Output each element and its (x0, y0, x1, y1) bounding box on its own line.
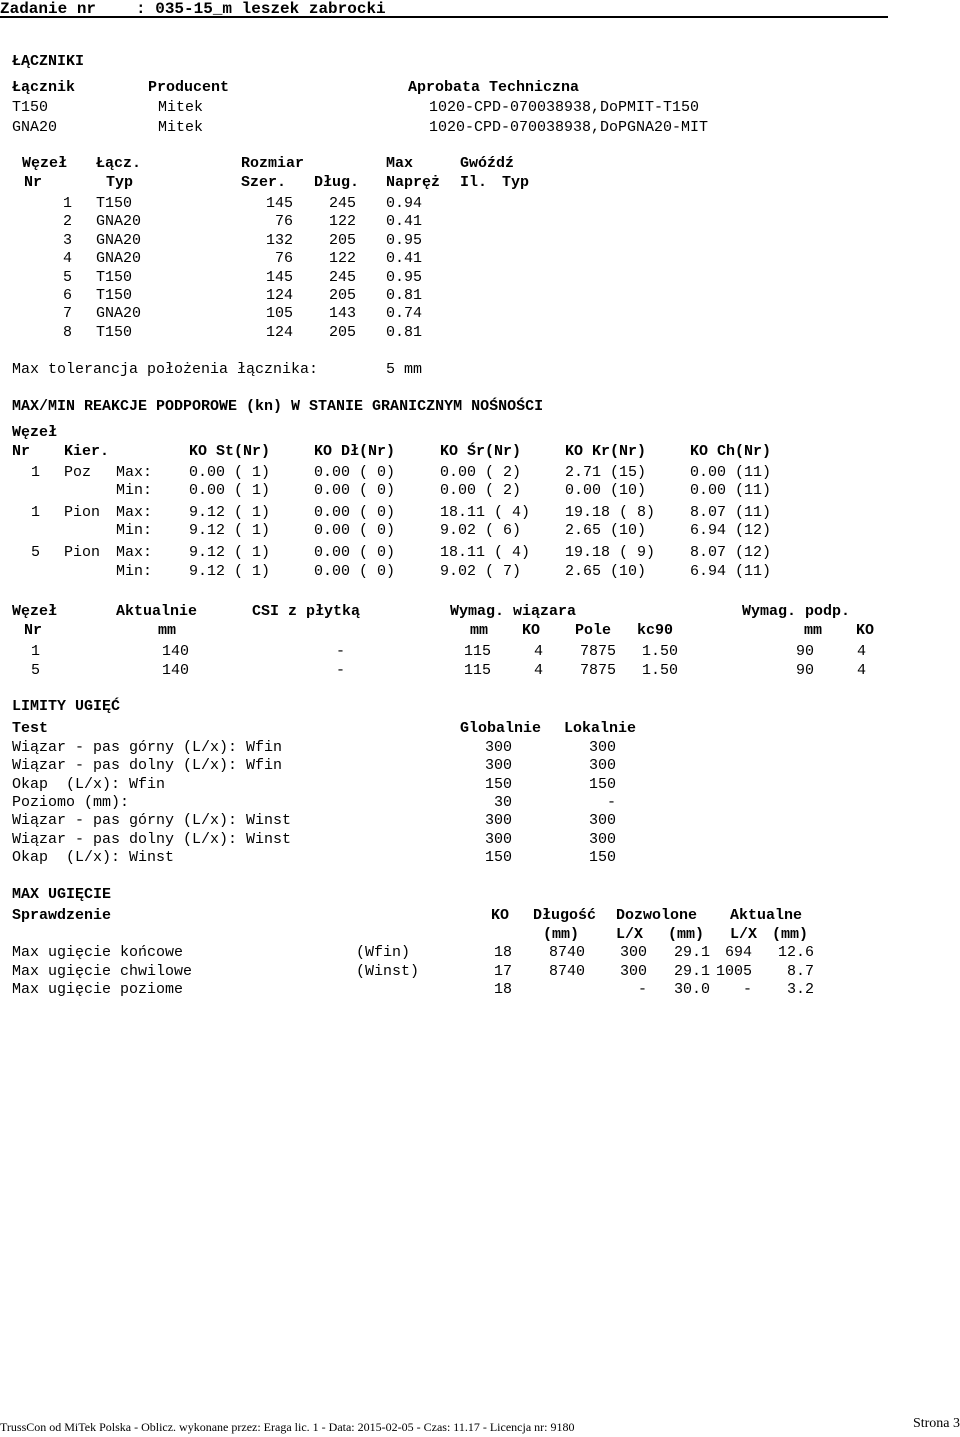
col-actual-mm: mm (158, 622, 177, 639)
ko-sr: 9.02 ( 7) (440, 563, 522, 580)
length: 143 (328, 305, 356, 323)
deflections-header-row-1 (12, 907, 912, 925)
reaction-row (12, 482, 912, 500)
connector-type: GNA20 (96, 250, 142, 268)
max-stress: 0.95 (386, 231, 423, 249)
node-nr: 1 (30, 464, 40, 481)
tolerance-label: Max tolerancja położenia łącznika: (12, 361, 319, 378)
col-global: Globalnie (460, 720, 542, 737)
actual-mm: 8.7 (786, 962, 814, 980)
ko-ch: 0.00 (11) (690, 464, 772, 481)
ko-ch: 0.00 (11) (690, 482, 772, 499)
width: 124 (265, 287, 293, 304)
col-truss-req: Wymag. wiązara (450, 603, 577, 620)
ko-ch: 8.07 (11) (690, 504, 772, 521)
tolerance-line (12, 361, 912, 379)
deflection-row (12, 963, 912, 981)
local-value: 300 (588, 812, 616, 830)
col-nail-type: Typ (502, 174, 530, 191)
deflections-header-row-2 (12, 926, 912, 944)
load-case: (Wfin) (356, 944, 411, 961)
ko-kr: 2.71 (15) (565, 464, 647, 481)
col-nr: Nr (24, 174, 43, 191)
length-mm: 8740 (548, 962, 585, 980)
reactions-header-row (12, 443, 912, 461)
approval: 1020-CPD-070038938,DoPGNA20-MIT (429, 119, 709, 136)
test-name: Okap (L/x): Wfin (12, 775, 166, 793)
col-ko-st: KO St(Nr) (189, 443, 271, 460)
col-approval: Aprobata Techniczna (408, 79, 580, 96)
check-name: Max ugięcie chwilowe (12, 962, 193, 980)
allowed-mm: 29.1 (673, 944, 710, 961)
kc90: 1.50 (641, 643, 678, 660)
direction: Pion (64, 544, 101, 561)
width: 76 (274, 250, 293, 268)
node-nr: 2 (62, 213, 72, 231)
node-nr: 5 (62, 268, 72, 286)
col-conn: Łącz. (96, 155, 142, 172)
limits-title: LIMITY UGIĘĆ (12, 698, 121, 715)
sup-ko: 4 (856, 643, 866, 660)
width: 76 (274, 213, 293, 231)
max-min: Min: (116, 482, 153, 499)
connector-type: GNA20 (96, 213, 142, 231)
reactions-title: MAX/MIN REAKCJE PODPOROWE (kn) W STANIE GRANICZNYM NOŚNOŚCI (12, 398, 544, 415)
limit-row (12, 794, 912, 812)
col-check: Sprawdzenie (12, 907, 112, 924)
job-value: : 035-15_m leszek zabrocki (136, 0, 386, 18)
limit-row (12, 831, 912, 849)
csi: - (335, 661, 345, 679)
col-req-mm: mm (470, 622, 489, 639)
deflections-title: MAX UGIĘCIE (12, 886, 112, 903)
req-ko: 4 (533, 661, 543, 679)
limit-row (12, 849, 912, 867)
reaction-row (12, 544, 912, 562)
allowed-mm: 29.1 (673, 962, 710, 980)
deflection-row (12, 981, 912, 999)
allowed-lx: - (637, 981, 647, 999)
reaction-row (12, 522, 912, 540)
col-node: Węzeł (22, 155, 68, 172)
reaction-row (12, 464, 912, 482)
sup-ko: 4 (856, 661, 866, 679)
node-nr: 1 (30, 504, 40, 521)
node-nr: 1 (30, 643, 40, 660)
connector-row (12, 119, 912, 137)
node-nr: 5 (30, 544, 40, 561)
node-nr: 7 (62, 305, 72, 323)
ko-kr: 19.18 ( 8) (565, 504, 656, 521)
actual-lx: 694 (724, 944, 752, 961)
length: 245 (328, 268, 356, 286)
ko-kr: 2.65 (10) (565, 522, 647, 539)
col-width: Szer. (241, 174, 287, 191)
node-row (12, 232, 912, 250)
ko-sr: 9.02 ( 6) (440, 522, 522, 539)
bearing-row (12, 643, 912, 661)
bearing-header-row-1 (12, 603, 912, 621)
limit-row (12, 812, 912, 830)
limit-row (12, 776, 912, 794)
col-length: Długość (533, 907, 597, 924)
req-ko: 4 (533, 643, 543, 660)
max-min: Min: (116, 563, 153, 580)
col-local: Lokalnie (564, 720, 637, 737)
col-length-unit: (mm) (543, 926, 580, 943)
col-actual-mm: (mm) (772, 926, 809, 943)
ko-st: 0.00 ( 1) (189, 464, 271, 481)
ko-sr: 18.11 ( 4) (440, 544, 531, 561)
width: 145 (265, 268, 293, 286)
ko-dl: 0.00 ( 0) (314, 482, 396, 499)
connectors-header-row (12, 79, 912, 97)
reaction-row (12, 504, 912, 522)
col-ko-sr: KO Śr(Nr) (440, 443, 522, 460)
length: 205 (328, 231, 356, 249)
footer-text: TrussCon od MiTek Polska - Oblicz. wykonane przez: Eraga lic. 1 - Data: 2015-02-05 - Czas: 11.17 - Licencja nr: 9180 (0, 1420, 575, 1434)
col-allowed-mm: (mm) (668, 926, 705, 943)
local-value: - (606, 793, 616, 811)
col-max: Max (386, 155, 414, 172)
test-name: Wiązar - pas górny (L/x): Wfin (12, 739, 283, 756)
max-min: Max: (116, 464, 153, 481)
node-row (12, 269, 912, 287)
connector-type: T150 (12, 99, 49, 116)
node-nr: 4 (62, 250, 72, 268)
connector-type: T150 (96, 195, 133, 212)
max-stress: 0.41 (386, 213, 423, 231)
local-value: 150 (588, 775, 616, 793)
col-node: Węzeł (12, 603, 58, 620)
col-ko-kr: KO Kr(Nr) (565, 443, 647, 460)
actual-lx: 1005 (715, 962, 752, 980)
job-label: Zadanie nr (0, 0, 97, 18)
node-row (12, 250, 912, 268)
col-type: Typ (106, 174, 134, 191)
direction: Poz (64, 464, 92, 481)
max-stress: 0.74 (386, 305, 423, 323)
area: 7875 (579, 643, 616, 660)
test-name: Poziomo (mm): (12, 793, 130, 811)
ko-dl: 0.00 ( 0) (314, 504, 396, 521)
producer: Mitek (158, 99, 204, 116)
col-size: Rozmiar (241, 155, 305, 172)
check-name: Max ugięcie końcowe (12, 944, 184, 961)
global-value: 150 (484, 775, 512, 793)
limits-header-row (12, 720, 912, 738)
producer: Mitek (158, 119, 204, 136)
col-kc90: kc90 (637, 622, 674, 639)
ko-kr: 2.65 (10) (565, 563, 647, 580)
connectors-title: ŁĄCZNIKI (12, 53, 85, 70)
ko-ch: 6.94 (11) (690, 563, 772, 580)
bearing-row (12, 662, 912, 680)
local-value: 300 (588, 757, 616, 775)
bearing-header-row-2 (12, 622, 912, 640)
global-value: 300 (484, 739, 512, 756)
local-value: 300 (588, 739, 616, 756)
global-value: 30 (493, 793, 512, 811)
sup-mm: 90 (795, 661, 814, 679)
ko-st: 9.12 ( 1) (189, 522, 271, 539)
actual-lx: - (742, 981, 752, 999)
ko-sr: 18.11 ( 4) (440, 504, 531, 521)
ko-sr: 0.00 ( 2) (440, 464, 522, 481)
kc90: 1.50 (641, 661, 678, 679)
local-value: 150 (588, 848, 616, 866)
col-sup-mm: mm (804, 622, 823, 639)
col-producer: Producent (148, 79, 230, 96)
connector-type: GNA20 (96, 305, 142, 323)
node-row (12, 324, 912, 342)
col-nail-count: Il. (460, 174, 488, 191)
actual-mm: 140 (161, 643, 189, 660)
ko-ch: 8.07 (12) (690, 544, 772, 561)
ko-sr: 0.00 ( 2) (440, 482, 522, 499)
limit-row (12, 757, 912, 775)
node-nr: 5 (30, 661, 40, 679)
max-min: Max: (116, 504, 153, 521)
col-ko-dl: KO Dł(Nr) (314, 443, 396, 460)
col-csi: CSI z płytką (252, 603, 361, 620)
col-actual: Aktualne (730, 907, 803, 924)
width: 105 (265, 305, 293, 323)
col-length: Dług. (314, 174, 360, 191)
test-name: Okap (L/x): Winst (12, 848, 175, 866)
col-stress: Napręż (386, 174, 441, 191)
length: 122 (328, 213, 356, 231)
nodes-header-row-2 (12, 174, 912, 192)
area: 7875 (579, 661, 616, 679)
global-value: 300 (484, 812, 512, 830)
length: 122 (328, 250, 356, 268)
ko-kr: 0.00 (10) (565, 482, 647, 499)
node-row (12, 287, 912, 305)
ko-dl: 0.00 ( 0) (314, 563, 396, 580)
length: 205 (328, 323, 356, 341)
col-support-req: Wymag. podp. (742, 603, 851, 620)
global-value: 300 (484, 830, 512, 848)
test-name: Wiązar - pas dolny (L/x): Wfin (12, 757, 283, 775)
load-case: (Winst) (356, 962, 420, 980)
width: 124 (265, 323, 293, 341)
max-stress: 0.95 (386, 268, 423, 286)
connector-type: GNA20 (12, 119, 58, 136)
col-nail: Gwóźdź (460, 155, 515, 172)
ko-dl: 0.00 ( 0) (314, 522, 396, 539)
node-nr: 6 (62, 287, 72, 304)
col-connector: Łącznik (12, 79, 76, 96)
length: 205 (328, 287, 356, 304)
col-nr: Nr (24, 622, 43, 639)
nodes-header-row-1 (12, 155, 912, 173)
width: 132 (265, 231, 293, 249)
col-req-ko: KO (522, 622, 541, 639)
csi: - (335, 643, 345, 660)
node-row (12, 305, 912, 323)
ko-dl: 0.00 ( 0) (314, 464, 396, 481)
connector-type: GNA20 (96, 231, 142, 249)
ko-kr: 19.18 ( 9) (565, 544, 656, 561)
max-min: Max: (116, 544, 153, 561)
actual-mm: 3.2 (786, 981, 814, 999)
ko: 18 (493, 981, 512, 999)
ko-st: 9.12 ( 1) (189, 563, 271, 580)
global-value: 150 (484, 848, 512, 866)
node-nr: 8 (62, 323, 72, 341)
col-actual: Aktualnie (116, 603, 198, 620)
col-allowed: Dozwolone (616, 907, 698, 924)
tolerance-value: 5 mm (386, 361, 423, 378)
ko: 17 (493, 962, 512, 980)
col-direction: Kier. (64, 443, 110, 460)
page-number: Strona 3 (912, 1416, 960, 1431)
direction: Pion (64, 504, 101, 521)
node-row (12, 213, 912, 231)
connector-type: T150 (96, 268, 133, 286)
reactions-node-head: Węzeł (12, 424, 58, 441)
test-name: Wiązar - pas dolny (L/x): Winst (12, 830, 292, 848)
actual-mm: 12.6 (777, 944, 814, 961)
length: 245 (328, 195, 356, 212)
ko-ch: 6.94 (12) (690, 522, 772, 539)
limit-row (12, 739, 912, 757)
col-test: Test (12, 720, 49, 737)
col-allowed-lx: L/X (616, 926, 644, 943)
node-row (12, 195, 912, 213)
length-mm: 8740 (548, 944, 585, 961)
col-actual-lx: L/X (730, 926, 758, 943)
allowed-lx: 300 (619, 944, 647, 961)
node-nr: 1 (62, 195, 72, 212)
ko-st: 9.12 ( 1) (189, 504, 271, 521)
actual-mm: 140 (161, 661, 189, 679)
approval: 1020-CPD-070038938,DoPMIT-T150 (429, 99, 700, 116)
col-nr: Nr (12, 443, 31, 460)
sup-mm: 90 (795, 643, 814, 660)
allowed-mm: 30.0 (673, 981, 710, 999)
col-ko: KO (491, 907, 510, 924)
local-value: 300 (588, 830, 616, 848)
max-stress: 0.81 (386, 323, 423, 341)
global-value: 300 (484, 757, 512, 775)
test-name: Wiązar - pas górny (L/x): Winst (12, 812, 292, 830)
allowed-lx: 300 (619, 962, 647, 980)
deflection-row (12, 944, 912, 962)
max-min: Min: (116, 522, 153, 539)
req-mm: 115 (463, 643, 491, 660)
connector-type: T150 (96, 287, 133, 304)
header-rule (0, 16, 888, 18)
width: 145 (265, 195, 293, 212)
req-mm: 115 (463, 661, 491, 679)
col-sup-ko: KO (856, 622, 875, 639)
ko-st: 0.00 ( 1) (189, 482, 271, 499)
max-stress: 0.81 (386, 287, 423, 304)
ko-st: 9.12 ( 1) (189, 544, 271, 561)
reaction-row (12, 563, 912, 581)
col-area: Pole (575, 622, 612, 639)
max-stress: 0.41 (386, 250, 423, 268)
max-stress: 0.94 (386, 195, 423, 212)
node-nr: 3 (62, 231, 72, 249)
col-ko-ch: KO Ch(Nr) (690, 443, 772, 460)
connector-type: T150 (96, 323, 133, 341)
ko: 18 (493, 944, 512, 961)
ko-dl: 0.00 ( 0) (314, 544, 396, 561)
connector-row (12, 99, 912, 117)
check-name: Max ugięcie poziome (12, 981, 184, 999)
